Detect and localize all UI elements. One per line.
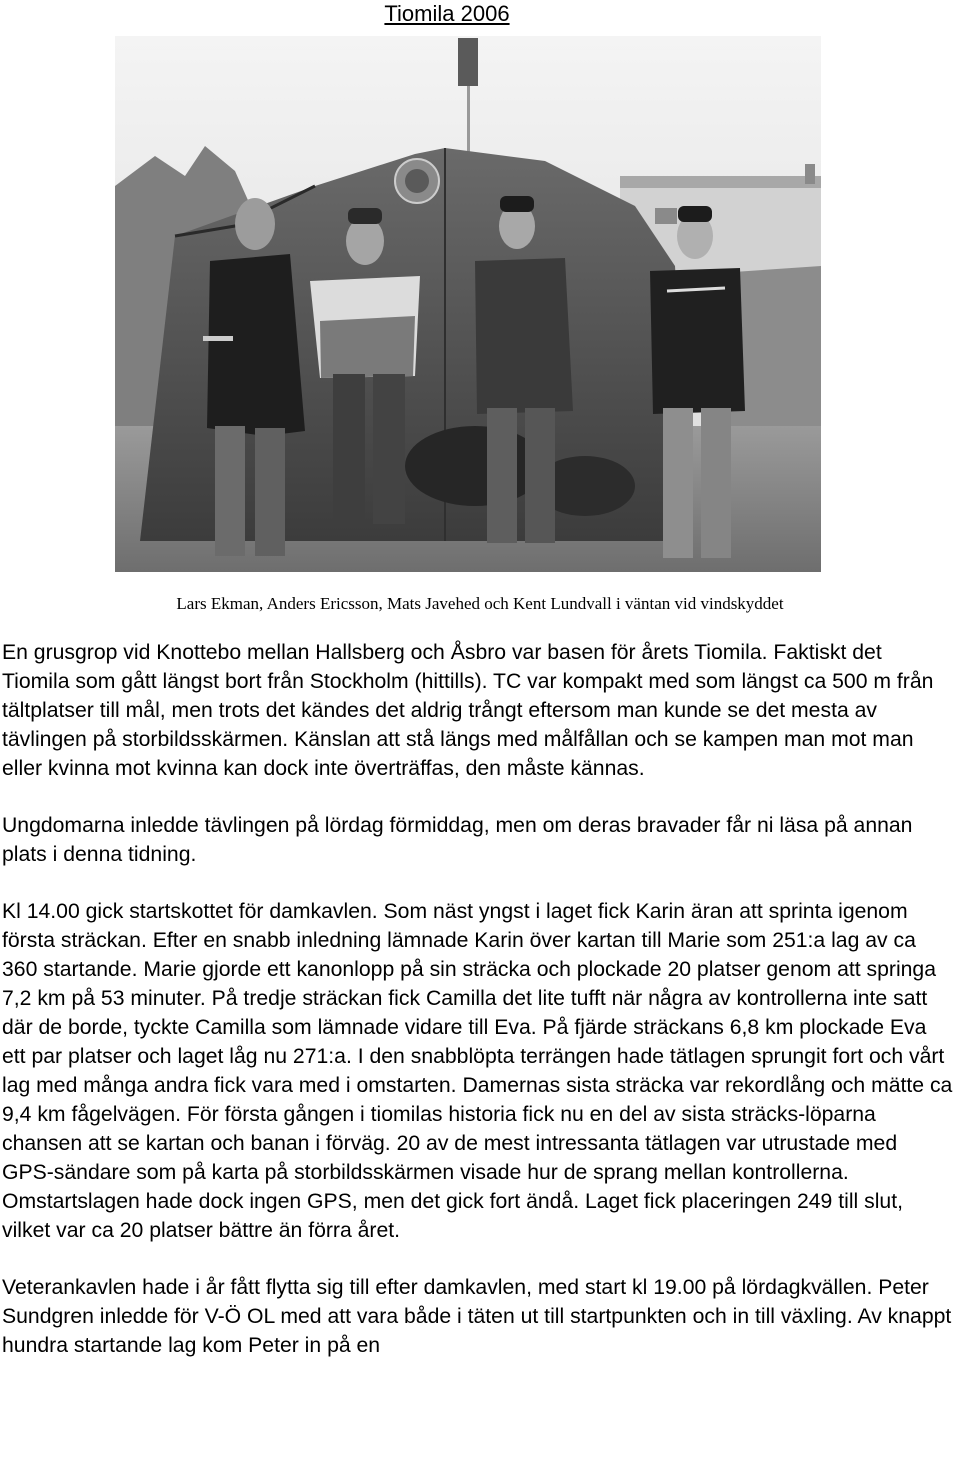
paragraph-1: En grusgrop vid Knottebo mellan Hallsberg och Åsbro var basen för årets Tiomila. Faktiskt det Tiomila som gått längst bort från Stockholm (hittills). TC var kompakt med som längst ca 500 m från tältplatser till mål, men trots det kändes det aldrig trångt eftersom man kunde se det mesta av tävlingen på storbildsskärmen. Känslan att stå längs med målfållan och se kampen man mot man eller kvinna mot kvinna kan dock inte överträffas, den måste kännas. [2,641,934,780]
photo-caption: Lars Ekman, Anders Ericsson, Mats Javehed och Kent Lundvall i väntan vid vindskyddet [176,594,784,613]
group-photo [115,36,821,572]
paragraph-2: Ungdomarna inledde tävlingen på lördag förmiddag, men om deras bravader får ni läsa på annan plats i denna tidning. [2,814,913,866]
paragraph-4: Veterankavlen hade i år fått flytta sig till efter damkavlen, med start kl 19.00 på lördagkvällen. Peter Sundgren inledde för V-Ö OL med att vara både i täten ut till startpunkten och in till växling. Av knappt hundra startande lag kom Peter in på en [2,1276,952,1357]
document-title: Tiomila 2006 [384,1,510,26]
paragraph-3: Kl 14.00 gick startskottet för damkavlen. Som näst yngst i laget fick Karin äran att sprinta igenom första sträckan. Efter en snabb inledning lämnade Karin över kartan till Marie som 251:a lag av ca 360 startande. Marie gjorde ett kanonlopp på sin sträcka och plockade 20 platser genom att springa 7,2 km på 53 minuter. På tredje sträckan fick Camilla det lite tufft när några av kontrollerna inte satt där de borde, tyckte Camilla som lämnade vidare till Eva. På fjärde sträckans 6,8 km plockade Eva ett par platser och laget låg nu 271:a. I den snabblöpta terrängen hade tätlagen sprungit fort och vårt lag med många andra fick vara med i omstarten. Damernas sista sträcka var rekordlång och mätte ca 9,4 km fågelvägen. För första gången i tiomilas historia fick nu en del av sista sträcks-löparna chansen att se kartan och banan i förväg. 20 av de mest intressanta tätlagen var utrustade med GPS-sändare som på karta på storbildsskärmen visade hur de sprang mellan kontrollerna. Omstartslagen hade dock ingen GPS, men det gick fort ändå. Laget fick placeringen 249 till slut, vilket var ca 20 platser bättre än förra året. [2,900,953,1242]
article-body [2,638,954,1388]
